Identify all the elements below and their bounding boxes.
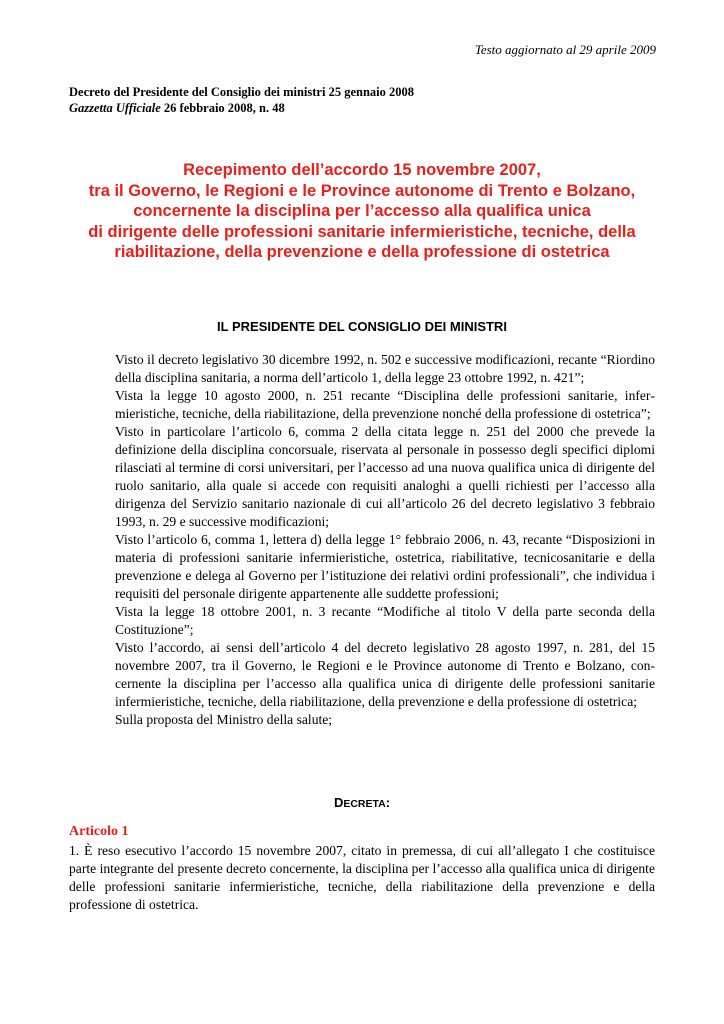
article-heading: Articolo 1: [69, 824, 129, 839]
consideration-paragraph: Visto l’articolo 6, comma 1, lettera d) della legge 1° febbraio 2006, n. 43, recante “Disposizioni in materia di professioni sanitarie infermieristiche, ostetrica, riabilitative, tecnicosanitarie e della prevenzione e delega al Governo per l’istituzione dei relativi ordini professionali”, che individua i requisiti del personale dirigente appartenente alle suddette professioni;: [115, 532, 655, 601]
gazette-reference: [69, 100, 414, 116]
consideration-paragraph: Sulla proposta del Ministro della salute;: [115, 712, 333, 727]
document-title: [40, 160, 684, 263]
title-line: di dirigente delle professioni sanitarie infermieristiche, tecniche, della: [88, 222, 636, 241]
decreta-initial: D: [333, 795, 344, 810]
consideration-paragraph: Vista la legge 10 agosto 2000, n. 251 recante “Disciplina delle professioni sanitarie, infermieristiche, tecniche, della riabilitazione, della prevenzione nonché della professione di ostetrica”;: [115, 388, 655, 421]
consideration-paragraph: Visto in particolare l’articolo 6, comma 2 della citata legge n. 251 del 2000 che prevede la definizione della disciplina concorsuale, riservata al personale in possesso degli specifici diplomi rilasciati al termine di corsi universitari, per l’accesso ad una nuova qualifica unica di dirigente del ruolo sanitario, alla quale si accede con requisiti analoghi a quelli richiesti per l’accesso alla dirigenza del Servizio sanitario nazionale di cui all’articolo 26 del decreto legislativo 3 febbraio 1993, n. 29 e successive modificazioni;: [115, 424, 655, 529]
article-body: [69, 842, 655, 914]
decreta-rest: ECRETA: [343, 798, 386, 810]
title-line: concernente la disciplina per l’accesso alla qualifica unica: [133, 202, 591, 221]
consideration-paragraph: Vista la legge 18 ottobre 2001, n. 3 recante “Modifiche al titolo V della parte seconda della Costituzione”;: [115, 604, 655, 637]
decree-header: [69, 84, 414, 116]
decree-reference: Decreto del Presidente del Consiglio dei ministri 25 gennaio 2008: [69, 85, 415, 99]
title-line: Recepimento dell’accordo 15 novembre 2007,: [183, 161, 541, 179]
title-line: riabilitazione, della prevenzione e della professione di ostetrica: [114, 243, 610, 262]
title-line: tra il Governo, le Regioni e le Province autonome di Trento e Bolzano,: [88, 181, 636, 200]
decreta-heading: [0, 795, 724, 810]
gazette-name: Gazzetta Ufficiale: [69, 101, 161, 115]
preamble-considerations: [115, 351, 655, 729]
article-paragraph: 1. È reso esecutivo l’accordo 15 novembre 2007, citato in premessa, di cui all’allegato I che costituisce parte integrante del presente decreto concernente, la disciplina per l’accesso alla qualifica unica di dirigente delle professioni sanitarie infermieristiche, tecniche, della riabilitazione della prevenzione e della professione di ostetrica.: [69, 843, 655, 912]
gazette-date: 26 febbraio 2008, n. 48: [160, 101, 285, 115]
update-date-note: Testo aggiornato al 29 aprile 2009: [474, 42, 656, 57]
consideration-paragraph: Visto l’accordo, ai sensi dell’articolo 4 del decreto legislativo 28 agosto 1997, n. 281, del 15 novembre 2007, tra il Governo, le Regioni e le Province autonome di Trento e Bolzano, concernente la disciplina per l’accesso alla qualifica unica di dirigente delle professioni sanitarie infermieristiche, tecniche, della riabilitazione, della prevenzione e della professione di ostetrica;: [115, 640, 655, 709]
president-heading: IL PRESIDENTE DEL CONSIGLIO DEI MINISTRI: [217, 319, 507, 334]
decreta-colon: :: [385, 795, 391, 810]
consideration-paragraph: Visto il decreto legislativo 30 dicembre 1992, n. 502 e successive modificazioni, recante “Riordino della disciplina sanitaria, a norma dell’articolo 1, della legge 23 ottobre 1992, n. 421”;: [115, 352, 655, 385]
